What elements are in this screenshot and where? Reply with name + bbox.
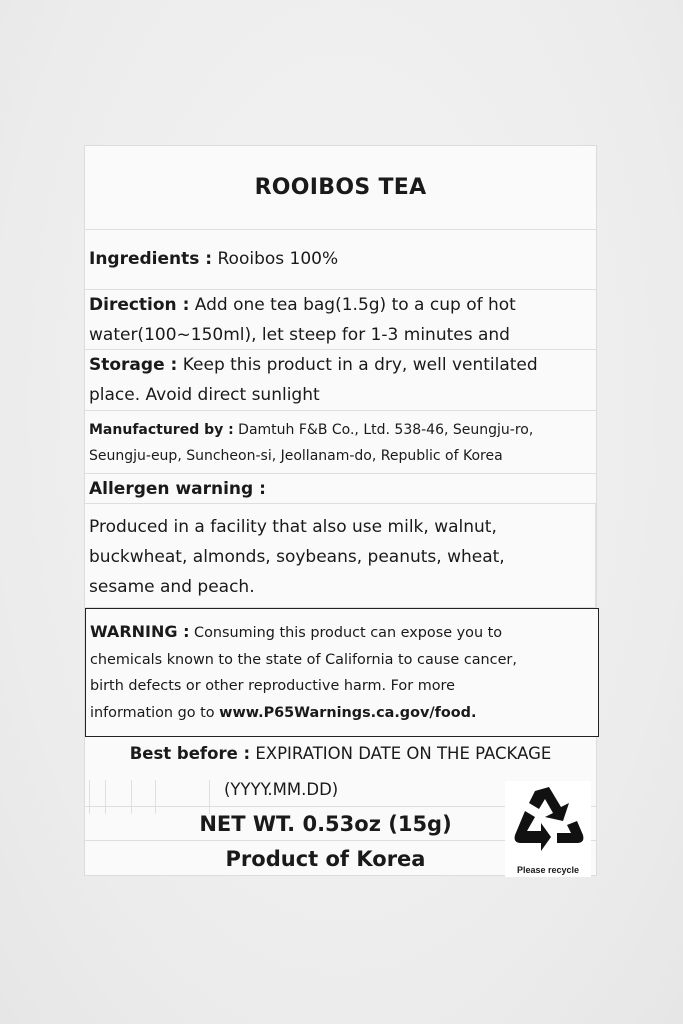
product-title: ROOIBOS TEA — [85, 146, 596, 230]
direction-label: Direction : — [89, 295, 190, 315]
allergen-line2: buckwheat, almonds, soybeans, peanuts, wheat, — [89, 547, 505, 567]
allergen-header-row — [85, 474, 596, 504]
ingredients-text: Rooibos 100% — [212, 249, 339, 269]
ingredients-label: Ingredients : — [89, 249, 213, 269]
recycle-badge — [505, 781, 591, 877]
manufacturer-label: Manufactured by : — [89, 422, 234, 438]
warning-line1: Consuming this product can expose you to — [189, 625, 503, 641]
manufacturer-line1: Damtuh F&B Co., Ltd. 538-46, Seungju-ro, — [233, 422, 534, 438]
allergen-label: Allergen warning : — [89, 479, 266, 499]
best-before-label: Best before : — [129, 744, 251, 763]
net-weight: NET WT. 0.53oz (15g) — [85, 807, 596, 841]
allergen-line3: sesame and peach. — [89, 577, 255, 597]
prop65-warning-box — [85, 608, 599, 737]
product-label — [84, 145, 597, 876]
warning-label: WARNING : — [90, 622, 190, 641]
best-before-row — [85, 737, 596, 773]
manufacturer-line2: Seungju-eup, Suncheon-si, Jeollanam-do, Republic of Korea — [89, 448, 503, 464]
manufacturer-row — [85, 411, 596, 474]
best-before-text: EXPIRATION DATE ON THE PACKAGE — [250, 744, 552, 763]
storage-line1: Keep this product in a dry, well ventilated — [177, 355, 538, 375]
recycle-icon — [505, 781, 591, 861]
warning-line3: birth defects or other reproductive harm. For more — [90, 678, 455, 694]
direction-line1: Add one tea bag(1.5g) to a cup of hot — [189, 295, 516, 315]
direction-row — [85, 290, 596, 350]
warning-line4-pre: information go to — [90, 704, 220, 721]
date-format: (YYYY.MM.DD) — [224, 780, 339, 799]
direction-line2: water(100~150ml), let steep for 1-3 minutes and — [89, 325, 510, 345]
p65-warnings-link: www.P65Warnings.ca.gov/food. — [219, 704, 477, 721]
storage-row — [85, 350, 596, 411]
storage-line2: place. Avoid direct sunlight — [89, 385, 320, 405]
storage-label: Storage : — [89, 355, 178, 375]
origin: Product of Korea — [225, 847, 426, 871]
allergen-text-row — [85, 504, 596, 608]
recycle-caption: Please recycle — [516, 865, 580, 875]
allergen-line1: Produced in a facility that also use milk, walnut, — [89, 517, 497, 537]
ingredients-row — [85, 230, 596, 290]
warning-line2: chemicals known to the state of California to cause cancer, — [90, 651, 517, 668]
